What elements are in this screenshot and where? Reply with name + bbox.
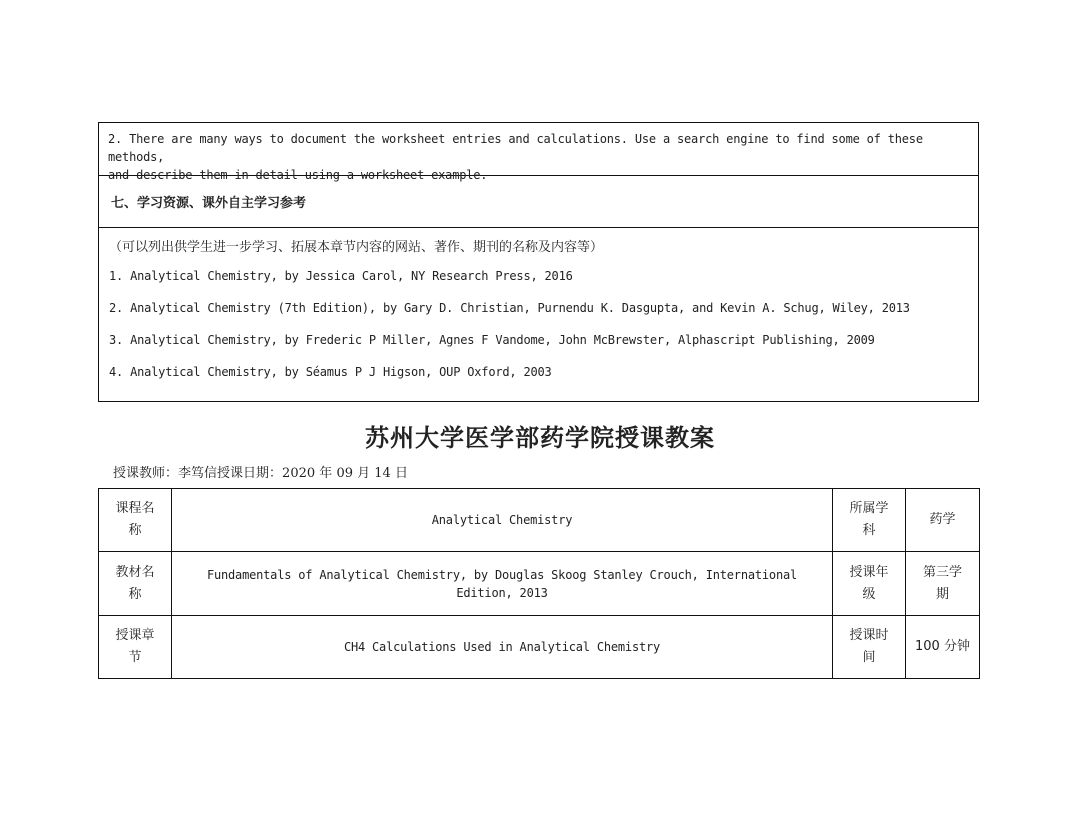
course-name-label-text: 课程名称 — [115, 501, 155, 538]
chapter-label — [99, 616, 172, 679]
textbook-value: Fundamentals of Analytical Chemistry, by Douglas Skoog Stanley Crouch, International Edition, 2013 — [172, 552, 833, 616]
date-day-unit: 日 — [394, 466, 408, 481]
duration-label-text: 授课时间 — [849, 628, 889, 665]
chapter-label-text: 授课章节 — [115, 628, 155, 665]
worksheet-task-line2: and describe them in detail using a worksheet example. — [108, 168, 488, 182]
worksheet-task-line1: 2. There are many ways to document the worksheet entries and calculations. Use a search engine to find some of these methods, — [108, 132, 923, 164]
teacher-name: 李笃信 — [178, 466, 218, 481]
course-info-table — [98, 488, 980, 679]
discipline-value: 药学 — [906, 489, 980, 552]
resources-intro: （可以列出供学生进一步学习、拓展本章节内容的网站、著作、期刊的名称及内容等） — [109, 240, 604, 255]
date-month-unit: 月 — [357, 466, 371, 481]
grade-value-text: 第三学期 — [922, 564, 962, 602]
course-name-label — [99, 489, 172, 552]
textbook-label-text: 教材名称 — [115, 564, 155, 602]
worksheet-task-section — [99, 123, 978, 182]
date-day: 14 — [374, 466, 391, 481]
reference-item-4: 4. Analytical Chemistry, by Séamus P J Higson, OUP Oxford, 2003 — [109, 365, 552, 379]
date-label: 授课日期： — [217, 466, 283, 481]
reference-item-3: 3. Analytical Chemistry, by Frederic P Miller, Agnes F Vandome, John McBrewster, Alphascript Publishing, 2009 — [109, 333, 875, 347]
date-year: 2020 — [282, 466, 316, 481]
teacher-date-line — [113, 462, 408, 481]
chapter-value: CH4 Calculations Used in Analytical Chemistry — [172, 616, 833, 679]
course-name-value: Analytical Chemistry — [172, 489, 833, 552]
duration-label — [833, 616, 906, 679]
textbook-label — [99, 552, 172, 616]
resources-heading: 七、学习资源、课外自主学习参考 — [99, 176, 978, 228]
discipline-label — [833, 489, 906, 552]
table-row — [99, 552, 980, 616]
discipline-label-text: 所属学科 — [849, 501, 889, 538]
page-title: 苏州大学医学部药学院授课教案 — [365, 423, 715, 452]
grade-label-text: 授课年级 — [849, 564, 889, 602]
table-row — [99, 616, 980, 679]
date-year-unit: 年 — [319, 466, 333, 481]
table-row — [99, 489, 980, 552]
teacher-label: 授课教师： — [113, 466, 179, 481]
reference-item-2: 2. Analytical Chemistry (7th Edition), by Gary D. Christian, Purnendu K. Dasgupta, and Kevin A. Schug, Wiley, 2013 — [109, 301, 910, 315]
duration-value: 100 分钟 — [906, 616, 980, 679]
reference-item-1: 1. Analytical Chemistry, by Jessica Carol, NY Research Press, 2016 — [109, 269, 573, 283]
grade-label — [833, 552, 906, 616]
upper-content-box — [98, 122, 979, 402]
date-month: 09 — [336, 466, 353, 481]
grade-value — [906, 552, 980, 616]
resources-section — [99, 228, 978, 401]
